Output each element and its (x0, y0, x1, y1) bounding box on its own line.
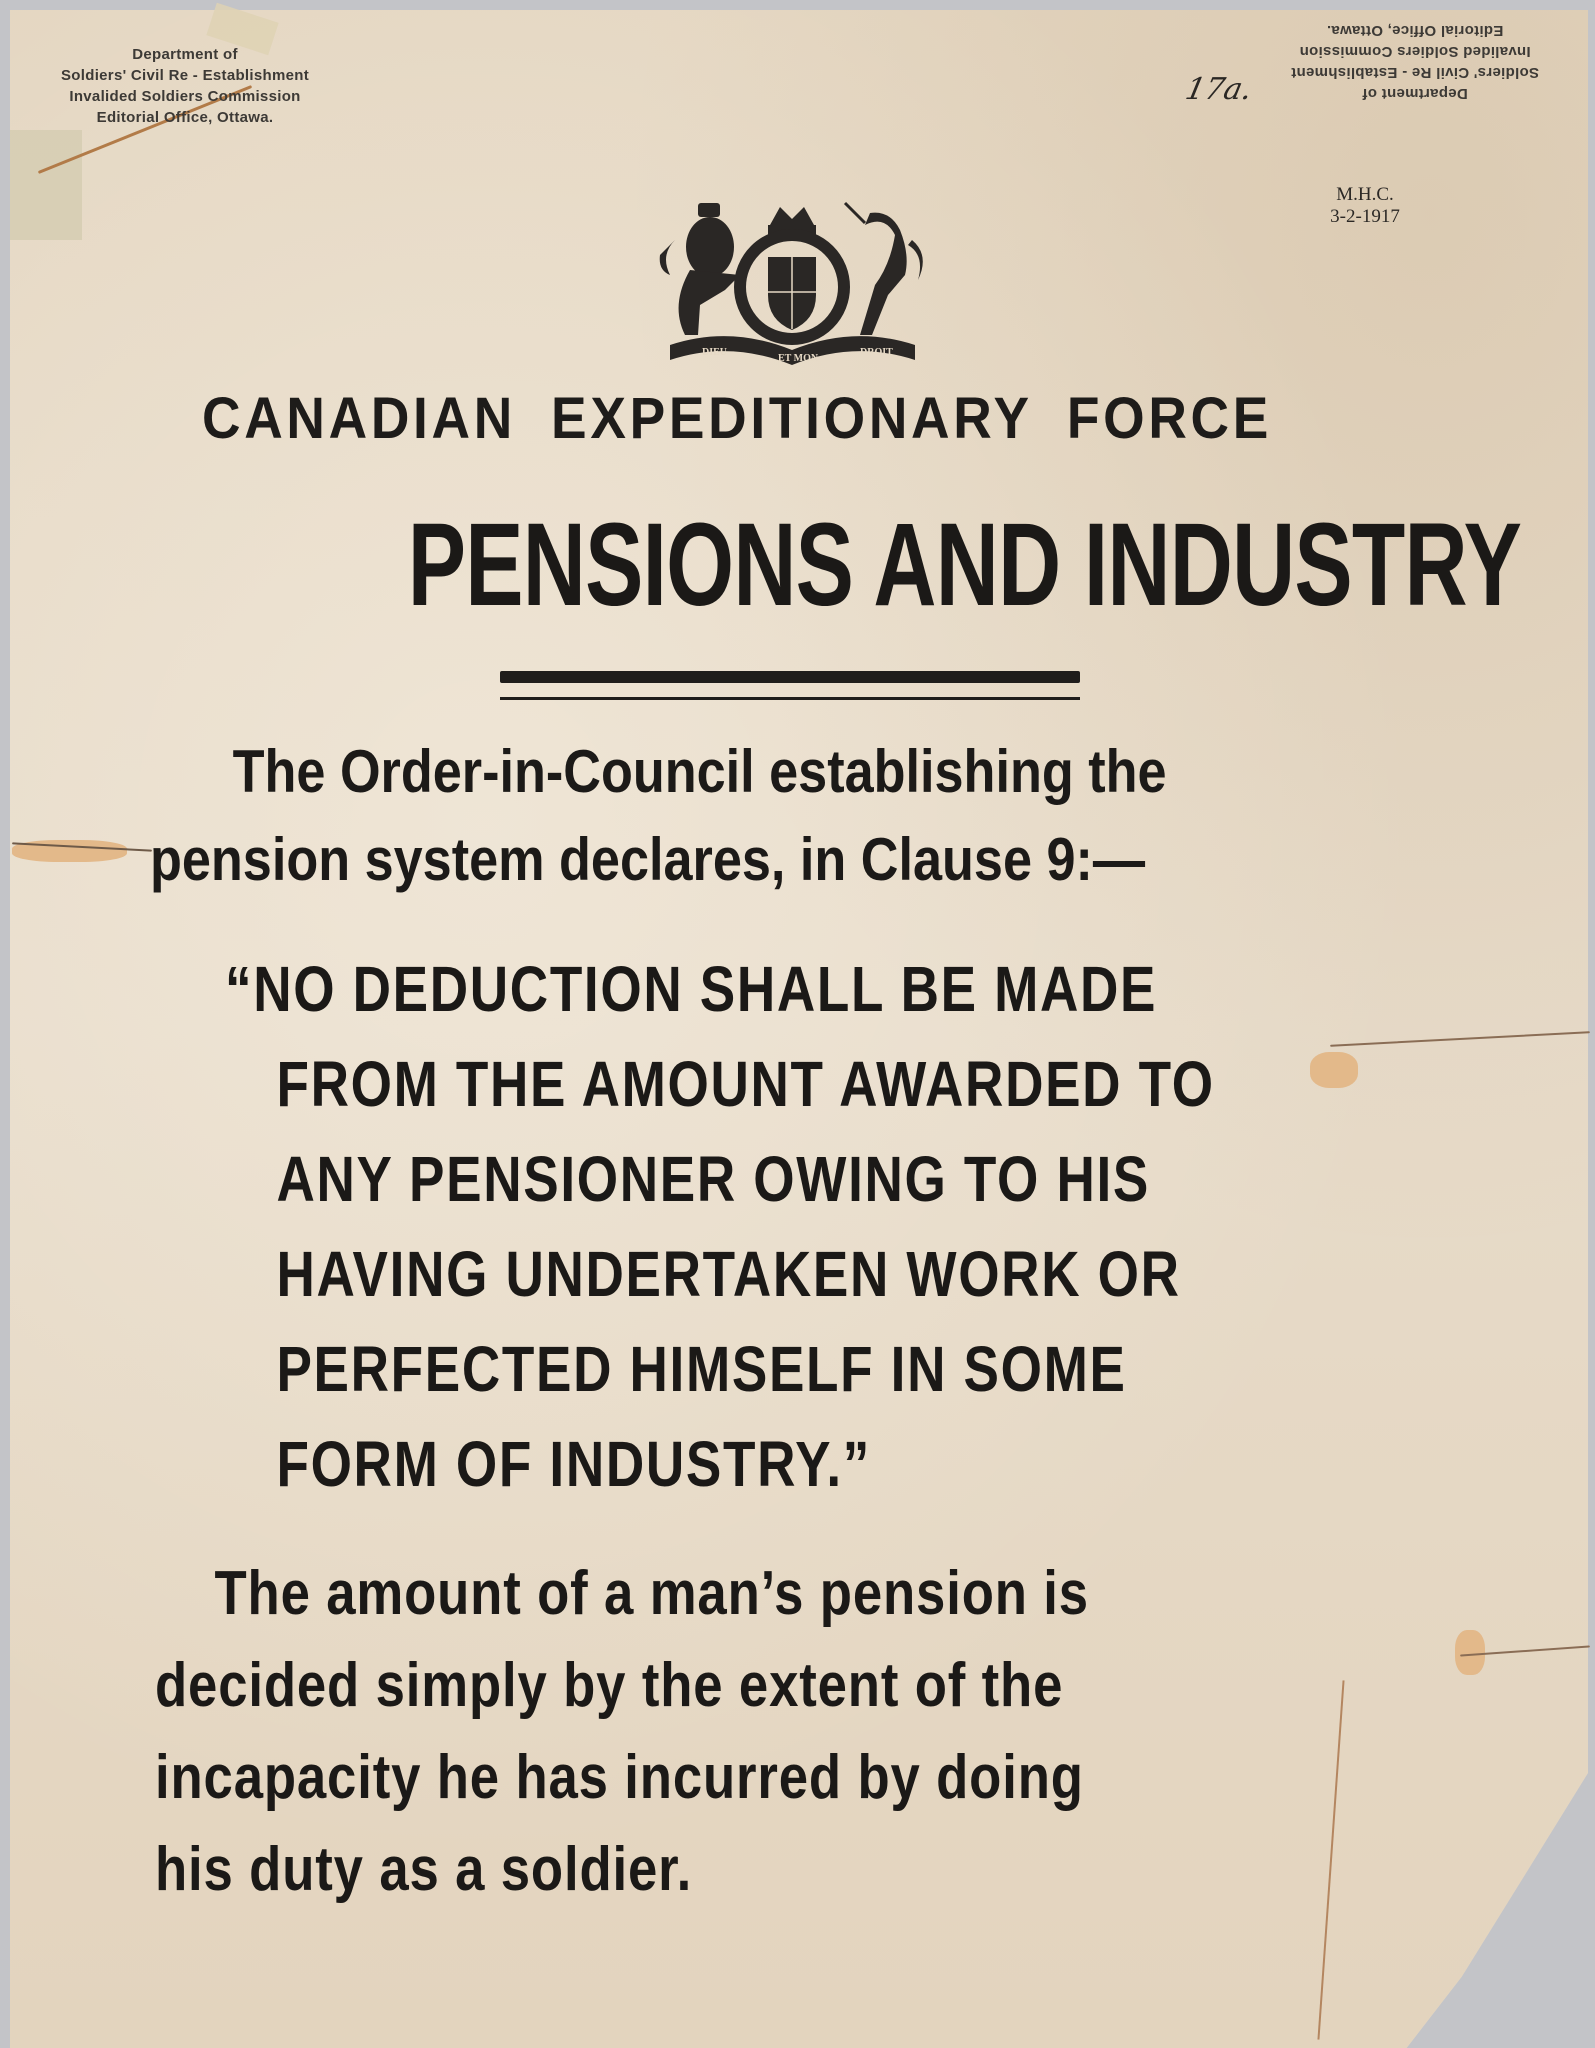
clause-quote (225, 942, 1263, 1512)
stamp-line: Department of (132, 46, 238, 63)
crest-motto-dieu: DIEU (702, 347, 728, 358)
reference-code-label: M.H.C. (1336, 184, 1394, 205)
intro-line: pension system declares, in Clause 9:— (150, 826, 1146, 893)
heading-cef: CANADIAN EXPEDITIONARY FORCE (201, 386, 1273, 451)
tape-strip (10, 130, 82, 240)
page-title: PENSIONS AND INDUSTRY (407, 499, 1522, 631)
quote-line: FROM THE AMOUNT AWARDED TO (276, 1048, 1215, 1120)
quote-line: ANY PENSIONER OWING TO HIS (276, 1143, 1150, 1215)
stamp-line: Editorial Office, Ottawa. (1326, 22, 1504, 39)
intro-line: The Order-in-Council establishing the (232, 738, 1167, 805)
tear-mark (1310, 1052, 1358, 1088)
crest-motto-et-mon: ET MON (778, 353, 819, 364)
reference-date: 3-2-1917 (1330, 206, 1400, 227)
handwritten-note: 17a. (1182, 72, 1256, 107)
stamp-line: Soldiers' Civil Re - Establishment (1291, 64, 1539, 81)
department-stamp (40, 44, 330, 128)
closing-line: The amount of a man’s pension is (214, 1559, 1089, 1628)
stamp-line: Invalided Soldiers Commission (1299, 43, 1531, 60)
quote-line: PERFECTED HIMSELF IN SOME (276, 1333, 1127, 1405)
royal-coat-of-arms-icon (650, 195, 935, 365)
stamp-line: Editorial Office, Ottawa. (96, 109, 274, 126)
department-stamp-inverted (1270, 20, 1560, 104)
quote-line: HAVING UNDERTAKEN WORK OR (276, 1238, 1181, 1310)
stamp-line: Soldiers' Civil Re - Establishment (61, 67, 309, 84)
reference-code (1310, 184, 1420, 228)
closing-line: incapacity he has incurred by doing (155, 1743, 1084, 1812)
crest-motto-droit: DROIT (860, 347, 893, 358)
divider-thick (500, 671, 1080, 683)
closing-line: his duty as a soldier. (155, 1835, 693, 1904)
closing-line: decided simply by the extent of the (155, 1651, 1064, 1720)
stamp-line: Invalided Soldiers Commission (69, 88, 301, 105)
quote-line: “NO DEDUCTION SHALL BE MADE (225, 953, 1158, 1025)
closing-paragraph (155, 1548, 1277, 1916)
stamp-line: Department of (1362, 85, 1468, 102)
divider-thin (500, 697, 1080, 700)
intro-paragraph (150, 728, 1281, 904)
quote-line: FORM OF INDUSTRY.” (276, 1428, 871, 1500)
